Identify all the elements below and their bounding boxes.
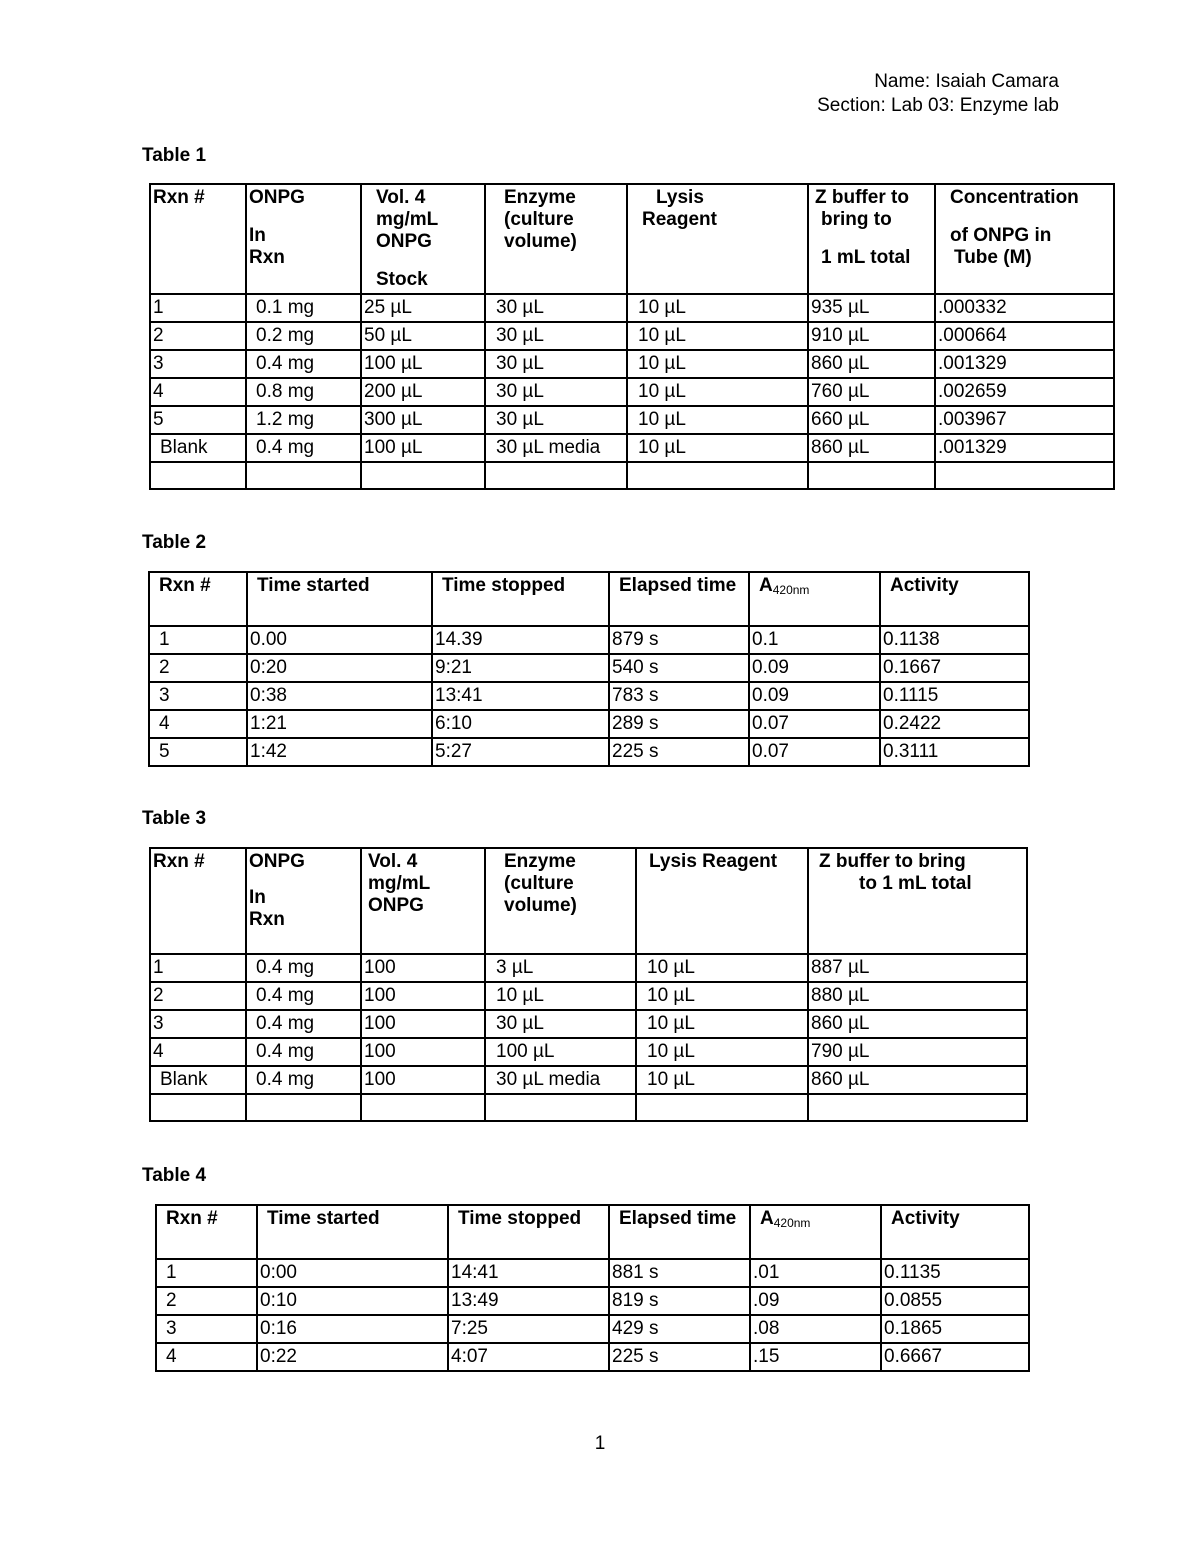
table-cell: 225 s [609,738,749,766]
table-cell: 100 µL [485,1038,636,1066]
table-cell: 30 µL [485,378,627,406]
table-cell: .002659 [935,378,1114,406]
table2-header-activity: Activity [880,572,1029,626]
table-cell: 10 µL [627,406,808,434]
table3-header-lysis: Lysis Reagent [636,848,808,954]
table-cell: 790 µL [808,1038,1027,1066]
table-row [150,434,1114,462]
table-row [156,1287,1029,1315]
table-cell: 0.09 [749,682,880,710]
table-cell: 0.00 [247,626,432,654]
table-cell: 881 s [609,1259,750,1287]
table1-header-enzyme: Enzyme (culture volume) [485,184,627,294]
table-row [150,378,1114,406]
table-row [150,322,1114,350]
table3-header-row [150,848,1027,954]
table-cell: 0.1 [749,626,880,654]
table-cell: 860 µL [808,1066,1027,1094]
table-cell: 540 s [609,654,749,682]
table-cell: 819 s [609,1287,750,1315]
table-cell: 10 µL [636,1010,808,1038]
table-cell: 429 s [609,1315,750,1343]
table-cell: 7:25 [448,1315,609,1343]
table4-header-time-stopped: Time stopped [448,1205,609,1259]
table-cell: 887 µL [808,954,1027,982]
table-cell: 10 µL [636,954,808,982]
table-cell: 10 µL [636,982,808,1010]
table-cell: 30 µL media [485,434,627,462]
table-cell: 30 µL [485,350,627,378]
table-cell: 4 [156,1343,257,1371]
table-cell: 300 µL [361,406,485,434]
table-cell: 1 [156,1259,257,1287]
table3-header-zbuffer: Z buffer to bring to 1 mL total [808,848,1027,954]
table-cell: .001329 [935,350,1114,378]
table-cell: 0.4 mg [246,954,361,982]
table-cell: 0.6667 [881,1343,1029,1371]
table4-header-absorbance: $A_{420nm}$ [750,1205,881,1259]
table-cell: 30 µL [485,1010,636,1038]
table-row [150,1010,1027,1038]
table1-header-zbuffer: Z buffer to bring to 1 mL total [808,184,935,294]
table4-header-activity: Activity [881,1205,1029,1259]
table-cell: 4:07 [448,1343,609,1371]
table3-header-vol: Vol. 4 mg/mL ONPG [361,848,485,954]
table-cell: 100 [361,954,485,982]
table1-header-onpg: ONPG In Rxn [246,184,361,294]
table-cell: 860 µL [808,434,935,462]
table3-header-enzyme: Enzyme (culture volume) [485,848,636,954]
table-cell: 0.4 mg [246,1038,361,1066]
table-cell: 1:21 [247,710,432,738]
table-cell: 4 [150,1038,246,1066]
table-cell: 0:38 [247,682,432,710]
table-cell: .000332 [935,294,1114,322]
table-cell: 0.1 mg [246,294,361,322]
table-cell: 860 µL [808,350,935,378]
table-cell: 0.4 mg [246,434,361,462]
table1-title: Table 1 [142,145,207,166]
table-cell: 0.1135 [881,1259,1029,1287]
student-name: Name: Isaiah Camara [874,71,1059,92]
table4-header-elapsed: Elapsed time [609,1205,750,1259]
table-row [149,738,1029,766]
table-cell: 14.39 [432,626,609,654]
table-cell: 10 µL [627,378,808,406]
table4 [155,1204,1030,1372]
table2-header-row [149,572,1029,626]
table1-header-row [150,184,1114,294]
table-cell: 100 [361,1010,485,1038]
table3-title: Table 3 [142,808,207,829]
table-cell: 0.1115 [880,682,1029,710]
table-cell: 5 [149,738,247,766]
table-cell: 783 s [609,682,749,710]
table-row [156,1259,1029,1287]
table-cell: 760 µL [808,378,935,406]
table-cell: 0.07 [749,710,880,738]
table-cell: 0.3111 [880,738,1029,766]
table-cell: 0.4 mg [246,350,361,378]
table-cell: .09 [750,1287,881,1315]
table-row [149,654,1029,682]
table-row [156,1315,1029,1343]
table-cell: 0.0855 [881,1287,1029,1315]
table-cell: 935 µL [808,294,935,322]
table-cell: 4 [150,378,246,406]
table-row [150,954,1027,982]
table-cell: 0:20 [247,654,432,682]
table-cell: 1 [150,294,246,322]
table-cell: 10 µL [485,982,636,1010]
table2 [148,571,1030,767]
table-cell: 10 µL [627,350,808,378]
table-row [149,682,1029,710]
table-cell: 100 µL [361,350,485,378]
table-cell: 10 µL [627,434,808,462]
table4-title: Table 4 [142,1165,207,1186]
table-cell: 3 [150,1010,246,1038]
table-cell: 0.09 [749,654,880,682]
table-cell: 30 µL [485,322,627,350]
table-cell: 0:16 [257,1315,448,1343]
table4-header-rxn: Rxn # [156,1205,257,1259]
table-cell: 10 µL [636,1038,808,1066]
table-cell: 3 [150,350,246,378]
table-cell: 30 µL [485,406,627,434]
table-cell: 0.8 mg [246,378,361,406]
table-cell: 1.2 mg [246,406,361,434]
table-cell: 0:10 [257,1287,448,1315]
table-cell: 910 µL [808,322,935,350]
table-cell: 0.07 [749,738,880,766]
table2-header-elapsed: Elapsed time [609,572,749,626]
table-row-empty [150,1094,1027,1121]
table-cell: 0.1667 [880,654,1029,682]
table-cell: 2 [156,1287,257,1315]
table-cell: 3 [149,682,247,710]
table-cell: 1 [149,626,247,654]
table-cell: 860 µL [808,1010,1027,1038]
table-cell: Blank [150,1066,246,1094]
table-cell: 0.1865 [881,1315,1029,1343]
table-cell: 0.2422 [880,710,1029,738]
table-cell: 50 µL [361,322,485,350]
table1 [149,183,1115,490]
table2-header-absorbance: $A_{420nm}$ [749,572,880,626]
table-row [150,1066,1027,1094]
table3-header-rxn: Rxn # [150,848,246,954]
table-cell: 200 µL [361,378,485,406]
table-row [150,406,1114,434]
table-cell: 1:42 [247,738,432,766]
table-cell: 0.4 mg [246,1066,361,1094]
table-cell: 100 [361,1038,485,1066]
table2-header-time-stopped: Time stopped [432,572,609,626]
table-cell: 10 µL [636,1066,808,1094]
table4-header-row [156,1205,1029,1259]
table-cell: 0.2 mg [246,322,361,350]
table-cell: 880 µL [808,982,1027,1010]
table-cell: 14:41 [448,1259,609,1287]
table-cell: 1 [150,954,246,982]
table-cell: 100 [361,1066,485,1094]
table-cell: 30 µL [485,294,627,322]
table1-header-concentration: Concentration of ONPG in Tube (M) [935,184,1114,294]
table-cell: 9:21 [432,654,609,682]
table-cell: 25 µL [361,294,485,322]
table-cell: 13:49 [448,1287,609,1315]
table-row [156,1343,1029,1371]
table-cell: 5 [150,406,246,434]
table2-header-rxn: Rxn # [149,572,247,626]
table-cell: 0.4 mg [246,982,361,1010]
table3 [149,847,1028,1122]
table-cell: Blank [150,434,246,462]
lab-section: Section: Lab 03: Enzyme lab [817,95,1059,116]
table-cell: 660 µL [808,406,935,434]
table-row [150,294,1114,322]
table2-header-time-started: Time started [247,572,432,626]
table-cell: 3 µL [485,954,636,982]
document-header [817,70,1059,118]
table2-title: Table 2 [142,532,207,553]
table-cell: 879 s [609,626,749,654]
table-cell: 2 [150,982,246,1010]
page-number: 1 [594,1433,606,1454]
table-cell: 10 µL [627,294,808,322]
table-cell: .15 [750,1343,881,1371]
table4-header-time-started: Time started [257,1205,448,1259]
table-row [149,626,1029,654]
table-cell: 225 s [609,1343,750,1371]
table-row [150,1038,1027,1066]
table-cell: 2 [150,322,246,350]
table1-header-rxn: Rxn # [150,184,246,294]
table-cell: .003967 [935,406,1114,434]
table-cell: 6:10 [432,710,609,738]
table-cell: 30 µL media [485,1066,636,1094]
table-cell: 0.4 mg [246,1010,361,1038]
table1-header-vol: Vol. 4 mg/mL ONPG Stock [361,184,485,294]
table-cell: 5:27 [432,738,609,766]
table-row [150,982,1027,1010]
table-cell: .01 [750,1259,881,1287]
table-cell: 3 [156,1315,257,1343]
table-cell: 2 [149,654,247,682]
table-cell: 10 µL [627,322,808,350]
table-cell: 289 s [609,710,749,738]
table-cell: 100 µL [361,434,485,462]
table1-header-lysis: Lysis Reagent [627,184,808,294]
table-cell: 0.1138 [880,626,1029,654]
table-cell: 4 [149,710,247,738]
table-cell: 0:22 [257,1343,448,1371]
table-cell: 13:41 [432,682,609,710]
table-row [150,350,1114,378]
table-cell: .001329 [935,434,1114,462]
table-cell: .08 [750,1315,881,1343]
table-row [149,710,1029,738]
table-cell: .000664 [935,322,1114,350]
table-cell: 0:00 [257,1259,448,1287]
table-row-empty [150,462,1114,489]
table3-header-onpg: ONPG In Rxn [246,848,361,954]
table-cell: 100 [361,982,485,1010]
